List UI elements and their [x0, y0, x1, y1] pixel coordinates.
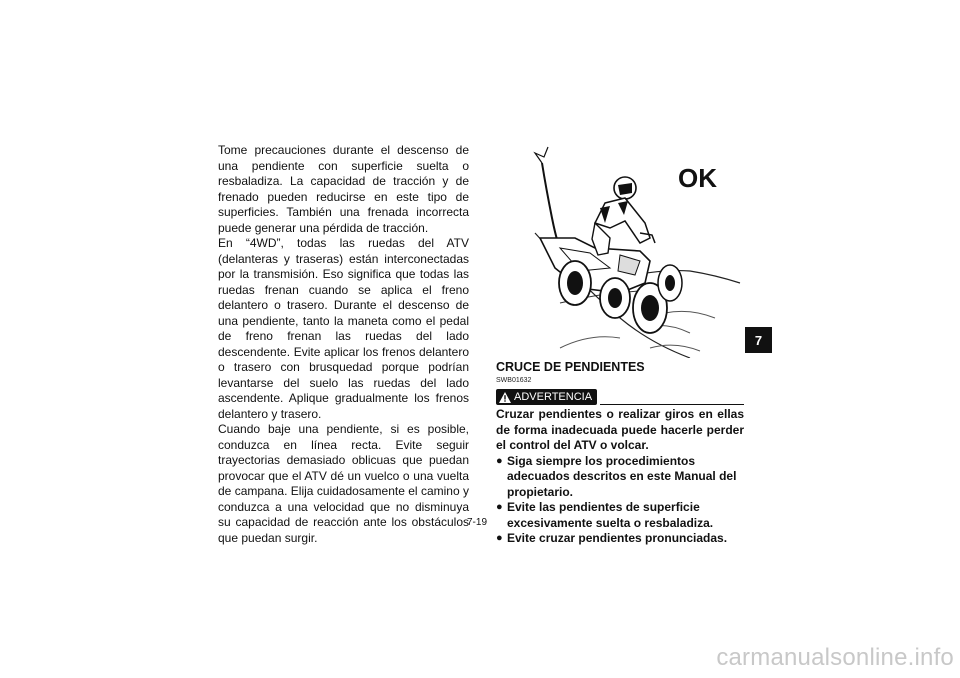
chapter-tab: 7 — [745, 327, 772, 353]
warning-text: Cruzar pendientes o realizar giros en ellas de forma inadecuada puede hacerle perder el control del ATV o volcar. — [496, 407, 744, 452]
page-number: 7-19 — [467, 517, 488, 528]
warning-rule — [600, 404, 744, 405]
watermark[interactable]: carmanualsonline.info — [716, 644, 954, 671]
bullet-icon: ● — [496, 454, 503, 467]
bullet-icon: ● — [496, 532, 503, 544]
bullet-icon: ● — [496, 501, 503, 513]
warning-triangle-icon — [499, 392, 511, 403]
atv-rider-drawing — [500, 143, 748, 358]
paragraph-4wd-braking: En “4WD”, todas las ruedas del ATV (delanteras y traseras) están interconectadas por la transmisión. Eso significa que todas las ruedas frenan cuando se aplica el freno delantero o trasero. Durante el descenso de una pendiente, tanto la maneta como el pedal de freno frenan las ruedas del lado descendente. Evite aplicar los frenos delantero o trasero con brusquedad porque podrían levantarse del suelo las ruedas del lado ascendente. Aplique gradualmente los frenos delantero y trasero. — [218, 236, 469, 421]
reference-code: SWB01632 — [496, 377, 532, 384]
section-title: CRUCE DE PENDIENTES — [496, 360, 645, 374]
list-item: ● Evite cruzar pendientes pronunciadas. — [496, 531, 728, 545]
ok-label: OK — [678, 163, 717, 193]
warning-label: ADVERTENCIA — [514, 391, 593, 403]
warning-badge — [496, 389, 597, 405]
warning-bullets — [496, 454, 744, 547]
atv-descent-illustration — [500, 143, 748, 358]
warning-header — [496, 387, 744, 405]
paragraph-descent-caution: Tome precauciones durante el descenso de una pendiente con superficie suelta o resbaladiza. La capacidad de tracción y de frenado pueden reducirse en este tipo de superficies. También una frenada incorrecta puede generar una pérdida de tracción. — [218, 143, 469, 235]
list-item: ● Evite las pendientes de superficie excesivamente suelta o resbaladiza. — [496, 500, 714, 530]
list-item: ● Siga siempre los procedimientos adecuados descritos en este Manual del propietario. — [496, 453, 737, 499]
crossing-slopes-section — [496, 360, 744, 547]
paragraph-straight-line: Cuando baje una pendiente, si es posible, conduzca en línea recta. Evite seguir trayectorias demasiado oblicuas que puedan provocar que el ATV dé un vuelco o una vuelta de campana. Elija cuidadosamente el camino y conduzca a una velocidad que no disminuya su capacidad de reacción ante los obstáculos que puedan surgir. — [218, 422, 469, 545]
body-text-column — [218, 143, 469, 546]
